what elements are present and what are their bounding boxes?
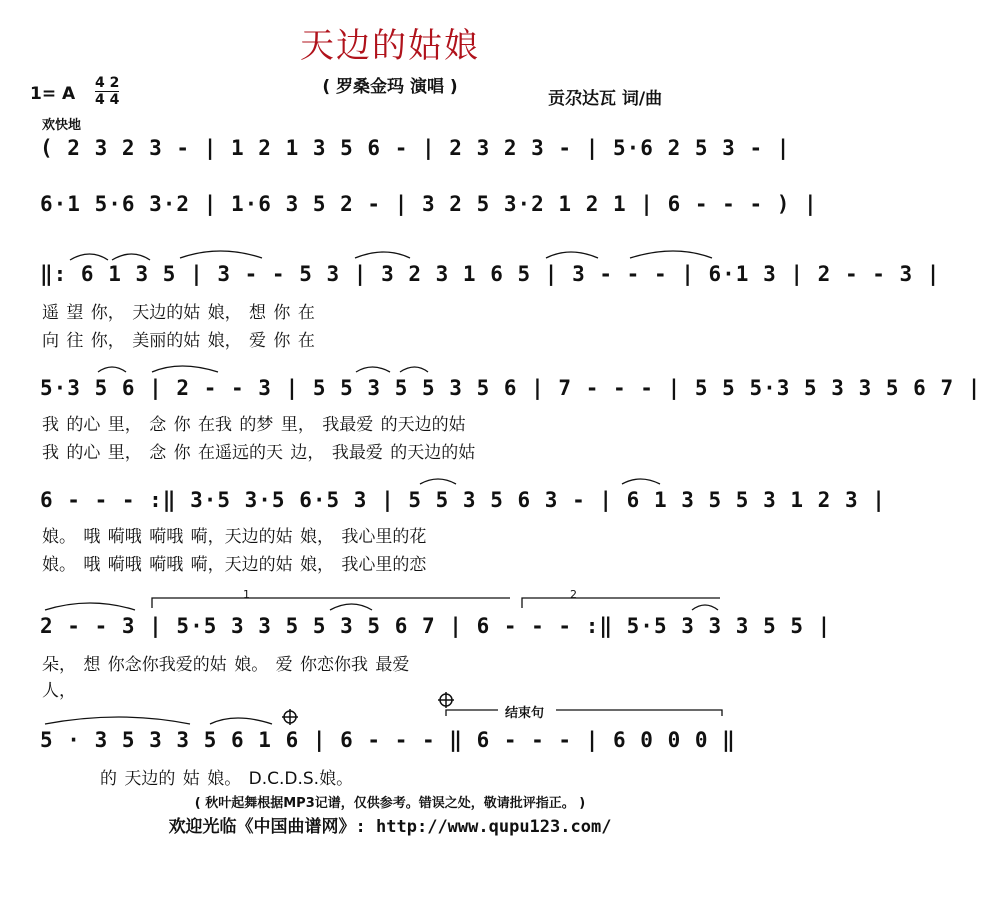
slur: [210, 718, 272, 724]
slur: [70, 254, 108, 260]
slur: [400, 367, 428, 372]
ending-bracket: [446, 710, 498, 716]
slur: [546, 252, 598, 258]
lyric-line: 娘。 哦 嗬哦 嗬哦 嗬，天边的姑 娘， 我心里的花: [42, 527, 427, 547]
meter-top: 4 2: [95, 75, 120, 91]
notation-line: 6·1 5·6 3·2 | 1·6 3 5 2 - | 3 2 5 3·2 1 2 1 | 6 - - - ) |: [40, 192, 818, 216]
time-signature: [95, 76, 119, 107]
slur: [45, 603, 135, 610]
slur: [152, 366, 218, 372]
volta-1-label: 1: [243, 588, 250, 601]
volta-bracket-2: [522, 598, 720, 608]
notation-line: 6 - - - :‖ 3·5 3·5 6·5 3 | 5 5 3 5 6 3 - | 6 1 3 5 5 3 1 2 3 |: [40, 488, 886, 512]
slur: [45, 717, 190, 724]
segno-icon: [282, 709, 298, 725]
ending-label: 结束句: [505, 706, 545, 721]
segno-icon: [438, 692, 454, 708]
notation-line: ( 2 3 2 3 - | 1 2 1 3 5 6 - | 2 3 2 3 - | 5·6 2 5 3 - |: [40, 136, 791, 160]
composer-credit: 贡尕达瓦 词/曲: [548, 89, 663, 109]
slur: [112, 254, 150, 260]
ending-bracket: [556, 710, 722, 716]
volta-bracket-1: [152, 598, 510, 608]
lyric-line: 向 往 你， 美丽的姑 娘， 爱 你 在: [42, 331, 315, 351]
slur: [622, 479, 660, 484]
lyric-line: 人，: [42, 681, 76, 701]
lyric-line: 朵， 想 你念你我爱的姑 娘。 爱 你恋你我 最爱: [42, 655, 410, 675]
slur: [180, 251, 262, 258]
lyric-line: 遥 望 你， 天边的姑 娘， 想 你 在: [42, 303, 315, 323]
slur: [692, 605, 718, 610]
slur: [420, 479, 456, 484]
singer-credit: ( 罗桑金玛 演唱 ): [322, 77, 458, 97]
lyric-line: 我 的心 里， 念 你 在遥远的天 边， 我最爱 的天边的姑: [42, 443, 476, 463]
notation-line: 5 · 3 5 3 3 5 6 1 6 | 6 - - - ‖ 6 - - - | 6 0 0 0 ‖: [40, 728, 736, 752]
lyric-line: 的 天边的 姑 娘。 D.C.D.S.娘。: [100, 769, 354, 789]
key-signature: 1= A: [30, 84, 76, 104]
slur: [630, 251, 712, 258]
meter-bottom: 4 4: [95, 92, 120, 108]
score-title: 天边的姑娘: [300, 26, 480, 66]
slur: [355, 252, 410, 258]
lyric-line: 娘。 哦 嗬哦 嗬哦 嗬，天边的姑 娘， 我心里的恋: [42, 555, 427, 575]
slur: [330, 604, 372, 610]
notation-line: 5·3 5 6 | 2 - - 3 | 5 5 3 5 5 3 5 6 | 7 - - - | 5 5 5·3 5 3 3 5 6 7 |: [40, 376, 981, 400]
notation-line: 2 - - 3 | 5·5 3 3 5 5 3 5 6 7 | 6 - - - :‖ 5·5 3 3 3 5 5 |: [40, 614, 832, 638]
lyric-line: 我 的心 里， 念 你 在我 的梦 里， 我最爱 的天边的姑: [42, 415, 466, 435]
volta-2-label: 2: [570, 588, 577, 601]
slur: [356, 367, 390, 372]
footer-site-link[interactable]: 欢迎光临《中国曲谱网》: http://www.qupu123.com/: [168, 817, 612, 837]
footer-note: ( 秋叶起舞根据MP3记谱，仅供参考。错误之处，敬请批评指正。 ): [194, 796, 586, 811]
slur: [98, 367, 126, 372]
tempo-marking: 欢快地: [42, 118, 82, 133]
notation-line: ‖: 6 1 3 5 | 3 - - 5 3 | 3 2 3 1 6 5 | 3 - - - | 6·1 3 | 2 - - 3 |: [40, 262, 941, 286]
